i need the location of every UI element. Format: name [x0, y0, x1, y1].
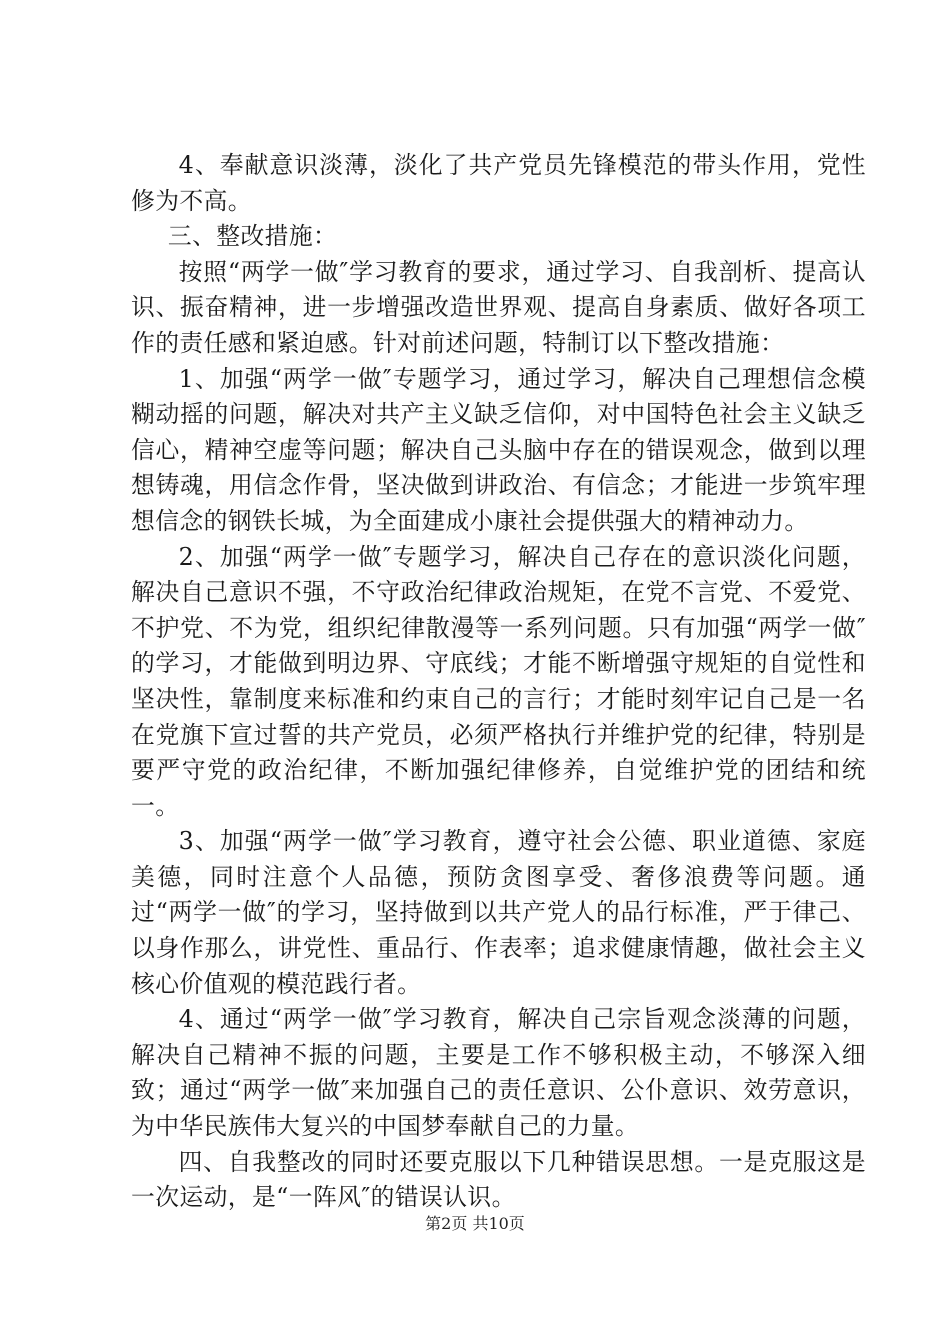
paragraph-measure-3: 3、加强“两学一做″学习教育，遵守社会公德、职业道德、家庭美德，同时注意个人品德，预防贪图享受、奢侈浪费等问题。通过“两学一做″的学习，坚持做到以共产党人的品行标准，严于律己、以身作那么，讲党性、重品行、作表率；追求健康情趣，做社会主义核心价值观的模范践行者。 [131, 827, 866, 998]
paragraph-measure-4: 4、通过“两学一做″学习教育，解决自己宗旨观念淡薄的问题，解决自己精神不振的问题，主要是工作不够积极主动，不够深入细致；通过“两学一做″来加强自己的责任意识、公仆意识、效劳意识，为中华民族伟大复兴的中国梦奉献自己的力量。 [131, 1005, 866, 1141]
paragraph-measures-intro: 按照“两学一做″学习教育的要求，通过学习、自我剖析、提高认识、振奋精神，进一步增强改造世界观、提高自身素质、做好各项工作的责任感和紧迫感。针对前述问题，特制订以下整改措施： [131, 257, 866, 357]
document-body [131, 148, 866, 1216]
paragraph-section-4-self-rectification: 四、自我整改的同时还要克服以下几种错误思想。一是克服这是一次运动，是“一阵风″的错误认识。 [131, 1147, 866, 1212]
page-number-footer: 第2页 共10页 [425, 1214, 525, 1233]
paragraph-point-4-dedication: 4、奉献意识淡薄，淡化了共产党员先锋模范的带头作用，党性修为不高。 [131, 151, 866, 215]
section-heading-rectification-measures: 三、整改措施： [167, 222, 338, 251]
paragraph-measure-2: 2、加强“两学一做″专题学习，解决自己存在的意识淡化问题，解决自己意识不强，不守政治纪律政治规矩，在党不言党、不爱党、不护党、不为党，组织纪律散漫等一系列问题。只有加强“两学一做″的学习，才能做到明边界、守底线；才能不断增强守规矩的自觉性和坚决性，靠制度来标准和约束自己的言行；才能时刻牢记自己是一名在党旗下宣过誓的共产党员，必须严格执行并维护党的纪律，特别是要严守党的政治纪律，不断加强纪律修养，自觉维护党的团结和统一。 [131, 542, 866, 820]
paragraph-measure-1: 1、加强“两学一做″专题学习，通过学习，解决自己理想信念模糊动摇的问题，解决对共产主义缺乏信仰，对中国特色社会主义缺乏信心，精神空虚等问题；解决自己头脑中存在的错误观念，做到以理想铸魂，用信念作骨，坚决做到讲政治、有信念；才能进一步筑牢理想信念的钢铁长城，为全面建成小康社会提供强大的精神动力。 [131, 364, 866, 535]
